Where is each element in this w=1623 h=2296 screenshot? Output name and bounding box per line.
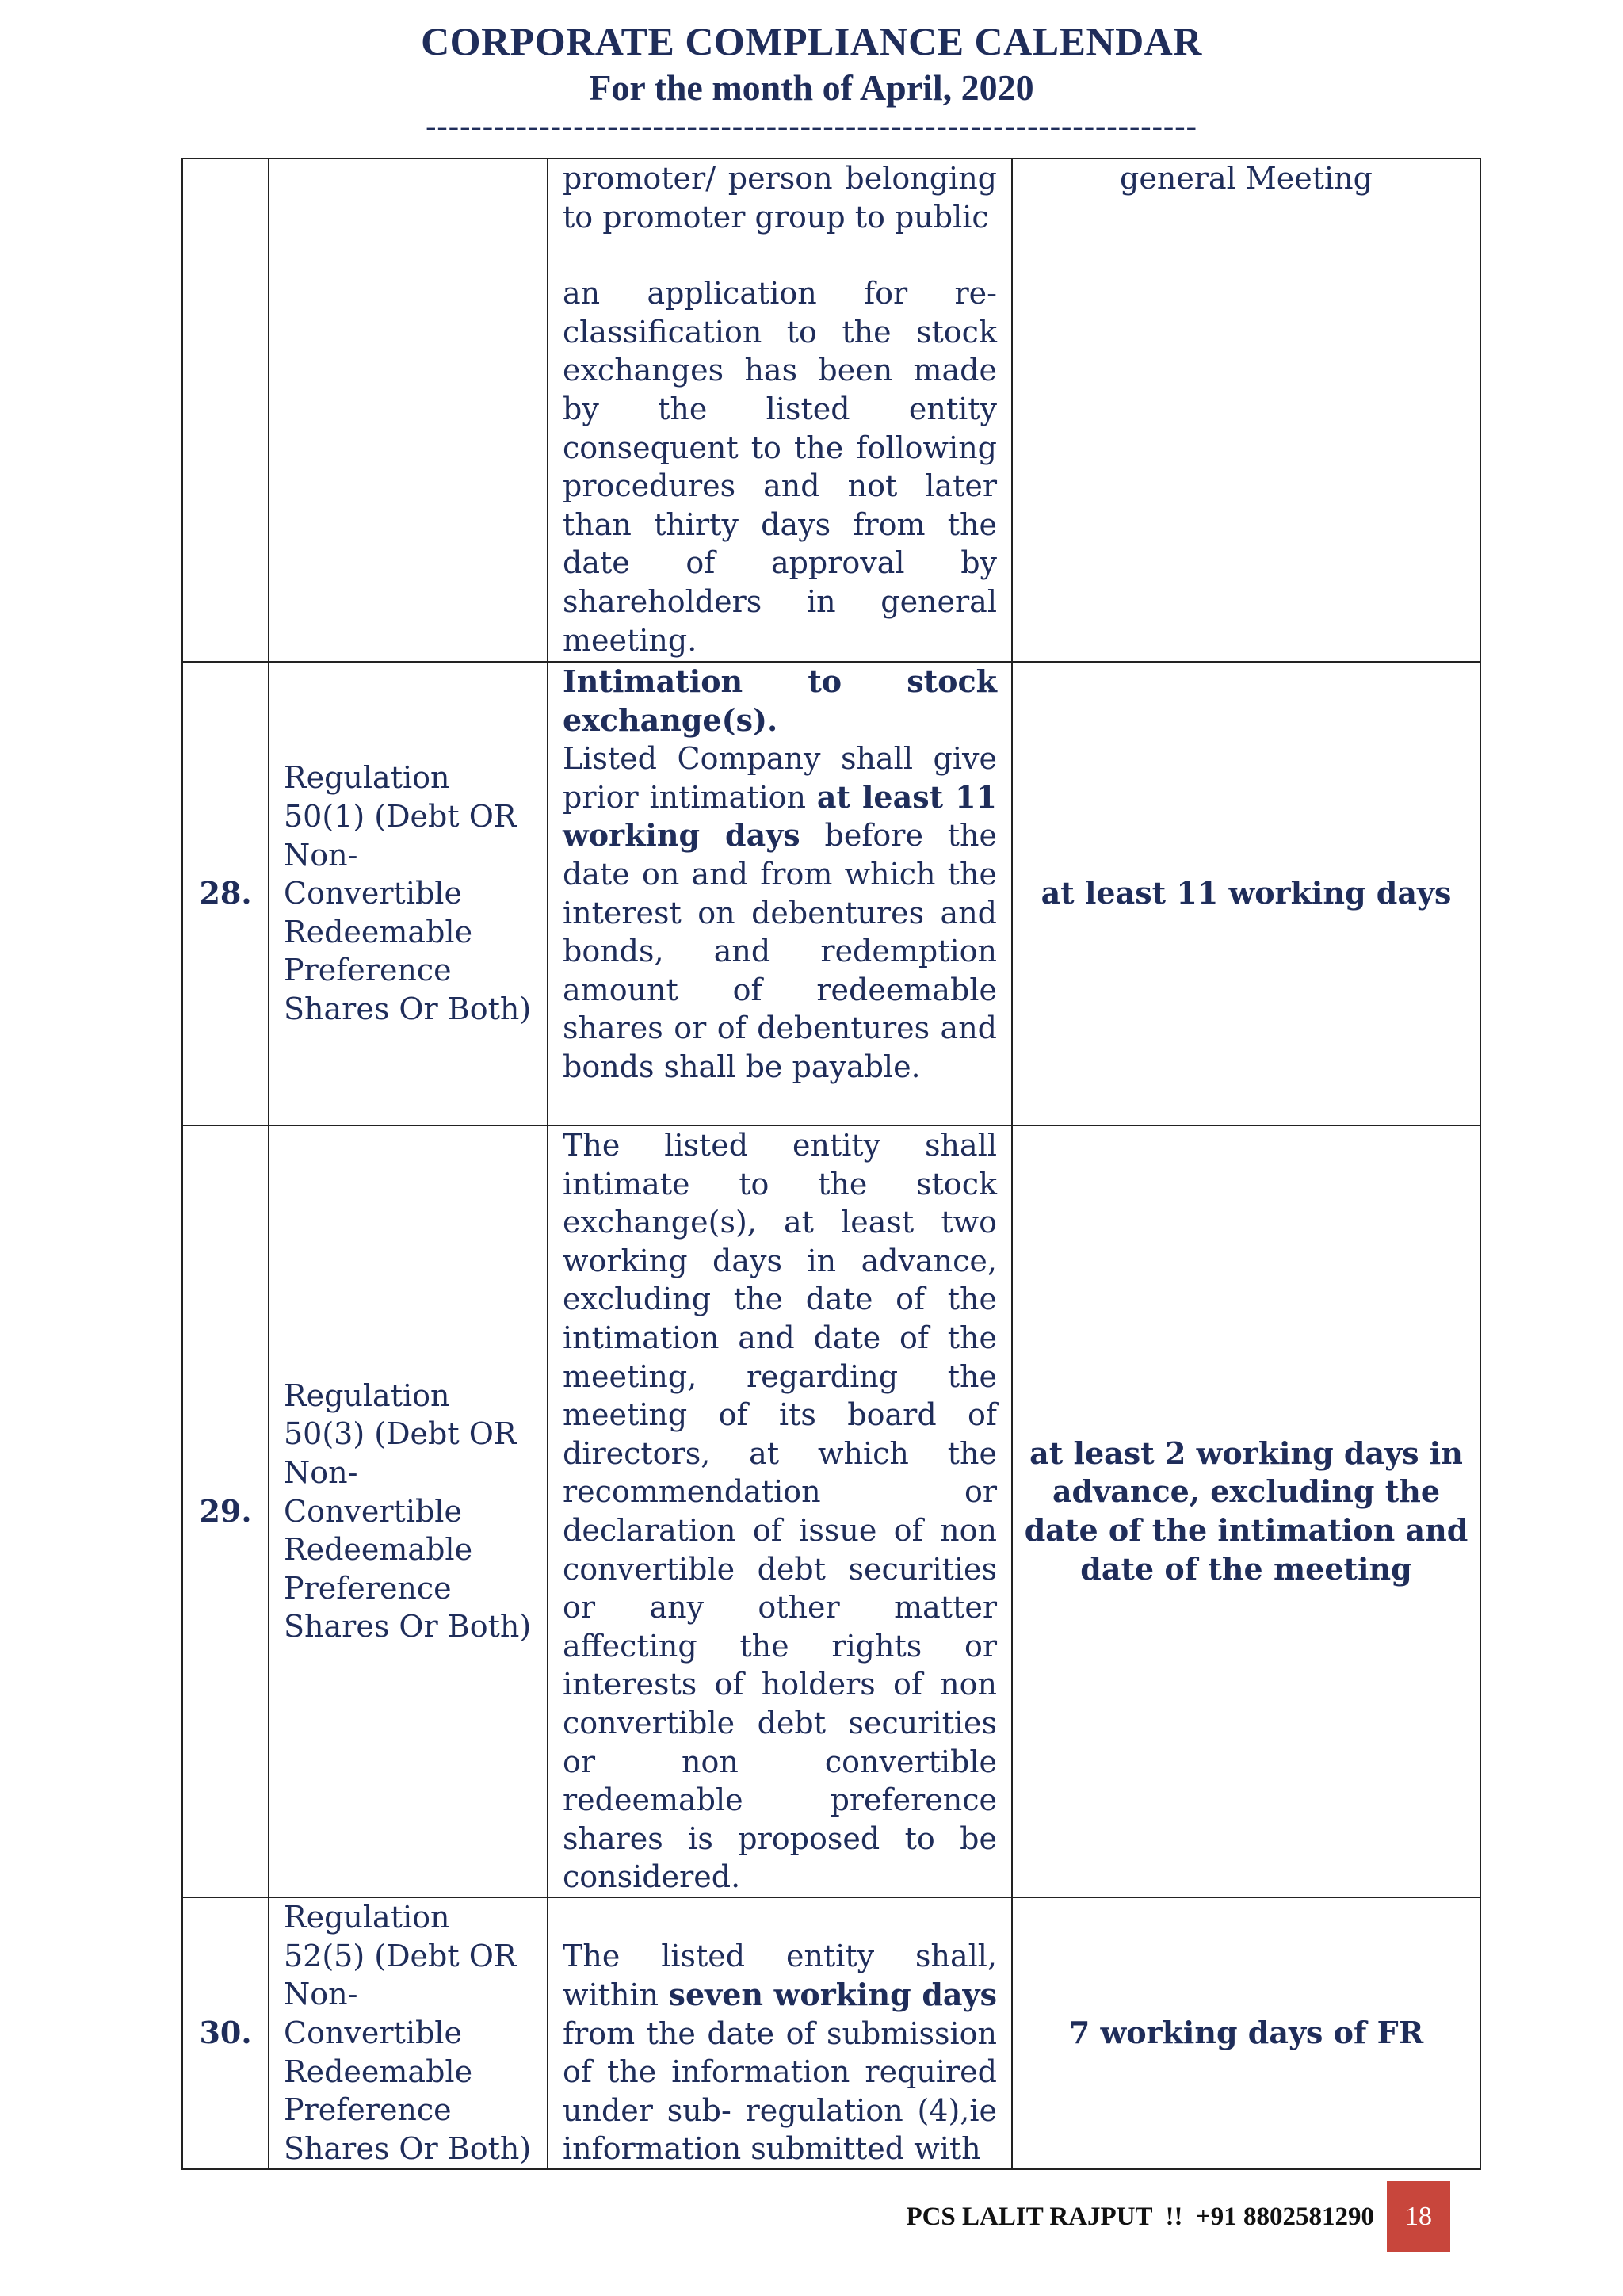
regulation-cell — [269, 159, 548, 662]
row-number: 29. — [182, 1125, 269, 1897]
page-title: CORPORATE COMPLIANCE CALENDAR — [421, 19, 1202, 63]
page-number-badge: 18 — [1387, 2181, 1450, 2252]
row-number: 30. — [182, 1897, 269, 2169]
regulation-cell: Regulation 50(1) (Debt OR Non-Convertible Redeemable Preference Shares Or Both) — [269, 662, 548, 1125]
page-header — [0, 17, 1623, 143]
table-row — [182, 662, 1480, 1125]
due-date-cell: 7 working days of FR — [1012, 1897, 1480, 2169]
page-footer — [906, 2181, 1450, 2252]
description-cell — [548, 159, 1012, 662]
row-number — [182, 159, 269, 662]
regulation-cell: Regulation 52(5) (Debt OR Non-Convertible Redeemable Preference Shares Or Both) — [269, 1897, 548, 2169]
description-cell — [548, 662, 1012, 1125]
description-text: promoter/ person belonging to promoter group to public — [563, 161, 997, 235]
due-date-cell: at least 2 working days in advance, excluding the date of the intimation and date of the meeting — [1012, 1125, 1480, 1897]
description-text: The listed entity shall, within seven working days from the date of submission of the information required under sub- regulation (4),ie information submitted with — [563, 1939, 997, 2167]
description-cell: The listed entity shall intimate to the stock exchange(s), at least two working days in advance, excluding the date of the intimation and date of the meeting, regarding the meeting of its board of directors, at which the recommendation or declaration of issue of non convertible debt securities or any other matter affecting the rights or interests of holders of non convertible debt securities or non convertible redeemable preference shares is proposed to be considered. — [548, 1125, 1012, 1897]
description-text: an application for re-classification to the stock exchanges has been made by the listed entity consequent to the following procedures and not later than thirty days from the date of approval by shareholders in general meeting. — [563, 276, 997, 658]
table-row — [182, 1125, 1480, 1897]
page-subtitle: For the month of April, 2020 — [589, 67, 1034, 108]
description-cell — [548, 1897, 1012, 2169]
footer-author: PCS LALIT RAJPUT !! +91 8802581290 — [906, 2202, 1374, 2231]
header-rule: -------------------------------------------------------------------- — [426, 108, 1197, 143]
description-heading: Intimation to stock exchange(s). — [563, 663, 997, 738]
table-row — [182, 1897, 1480, 2169]
due-date-cell: general Meeting — [1012, 159, 1480, 662]
table-row — [182, 159, 1480, 662]
regulation-cell: Regulation 50(3) (Debt OR Non-Convertible Redeemable Preference Shares Or Both) — [269, 1125, 548, 1897]
due-date-cell: at least 11 working days — [1012, 662, 1480, 1125]
row-number: 28. — [182, 662, 269, 1125]
description-text: Listed Company shall give prior intimation at least 11 working days before the date on and from which the interest on debentures and bonds, and redemption amount of redeemable shares or of debentures and bonds shall be payable. — [563, 741, 997, 1084]
compliance-table — [181, 158, 1481, 2170]
